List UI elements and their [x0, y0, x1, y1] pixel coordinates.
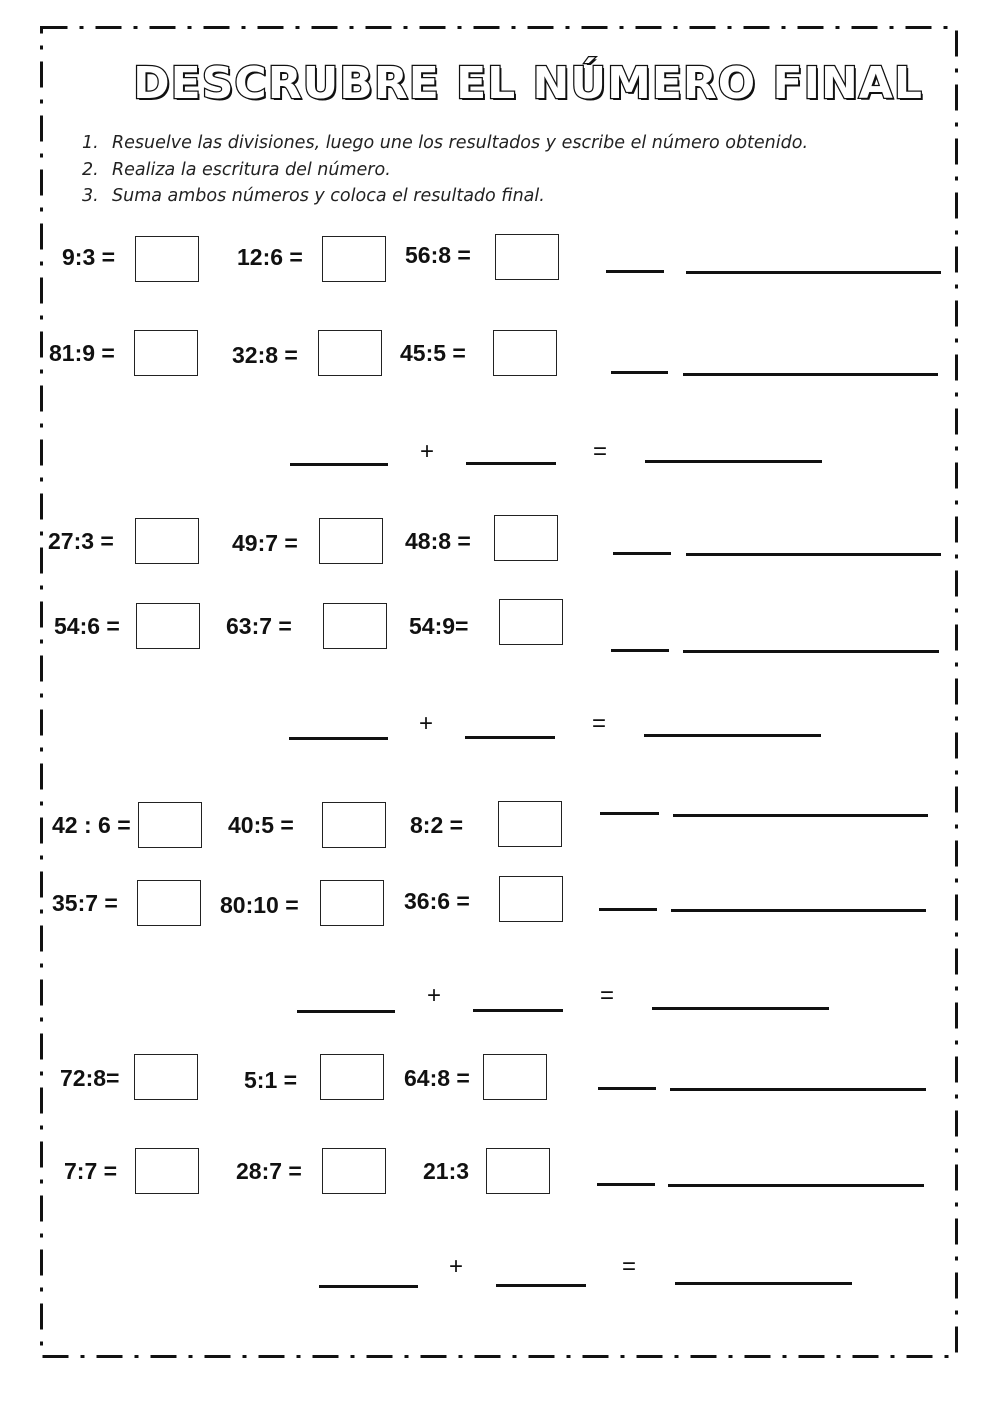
answer-box[interactable]	[483, 1054, 547, 1100]
division-expression: 80:10 =	[220, 892, 299, 918]
answer-box[interactable]	[319, 518, 383, 564]
answer-box[interactable]	[494, 515, 558, 561]
division-expression: 32:8 =	[232, 342, 298, 368]
answer-box[interactable]	[322, 802, 386, 848]
sum-addend-blank[interactable]	[297, 1010, 395, 1013]
division-expression: 40:5 =	[228, 812, 294, 838]
answer-box[interactable]	[499, 599, 563, 645]
division-expression: 12:6 =	[237, 244, 303, 270]
division-expression: 42 : 6 =	[52, 812, 131, 838]
division-expression: 45:5 =	[400, 340, 466, 366]
instruction-item: 1. Resuelve las divisiones, luego une los resultados y escribe el número obtenido.	[82, 133, 809, 153]
sum-result-blank[interactable]	[644, 734, 821, 737]
answer-box[interactable]	[135, 1148, 199, 1194]
division-expression: 49:7 =	[232, 530, 298, 556]
plus-sign: +	[427, 982, 442, 1009]
division-expression: 63:7 =	[226, 613, 292, 639]
sum-addend-blank[interactable]	[465, 736, 555, 739]
answer-box[interactable]	[323, 603, 387, 649]
answer-box[interactable]	[135, 236, 199, 282]
number-words-blank[interactable]	[671, 909, 926, 912]
number-words-blank[interactable]	[683, 650, 939, 653]
number-blank[interactable]	[598, 1087, 656, 1090]
equals-sign: =	[622, 1253, 637, 1280]
answer-box[interactable]	[320, 1054, 384, 1100]
division-expression: 36:6 =	[404, 888, 470, 914]
answer-box[interactable]	[322, 236, 386, 282]
division-expression: 28:7 =	[236, 1158, 302, 1184]
number-blank[interactable]	[599, 908, 657, 911]
answer-box[interactable]	[318, 330, 382, 376]
sum-addend-blank[interactable]	[319, 1285, 418, 1288]
division-expression: 81:9 =	[49, 340, 115, 366]
answer-box[interactable]	[498, 801, 562, 847]
number-words-blank[interactable]	[670, 1088, 926, 1091]
division-expression: 35:7 =	[52, 890, 118, 916]
sum-addend-blank[interactable]	[496, 1284, 586, 1287]
division-expression: 27:3 =	[48, 528, 114, 554]
sum-addend-blank[interactable]	[289, 737, 388, 740]
answer-box[interactable]	[138, 802, 202, 848]
sum-result-blank[interactable]	[645, 460, 822, 463]
answer-box[interactable]	[137, 880, 201, 926]
equals-sign: =	[592, 710, 607, 737]
plus-sign: +	[419, 710, 434, 737]
number-blank[interactable]	[611, 649, 669, 652]
worksheet-title: DESCRUBRE EL NÚMERO FINAL	[133, 58, 923, 109]
equals-sign: =	[593, 438, 608, 465]
division-expression: 64:8 =	[404, 1065, 470, 1091]
number-words-blank[interactable]	[668, 1184, 924, 1187]
number-words-blank[interactable]	[686, 553, 941, 556]
answer-box[interactable]	[134, 330, 198, 376]
instruction-item: 3. Suma ambos números y coloca el resultado final.	[82, 186, 545, 206]
answer-box[interactable]	[322, 1148, 386, 1194]
sum-addend-blank[interactable]	[473, 1009, 563, 1012]
number-blank[interactable]	[606, 270, 664, 273]
plus-sign: +	[420, 438, 435, 465]
sum-addend-blank[interactable]	[466, 462, 556, 465]
instruction-item: 2. Realiza la escritura del número.	[82, 159, 391, 180]
instructions-list	[82, 130, 808, 210]
plus-sign: +	[449, 1253, 464, 1280]
division-expression: 48:8 =	[405, 528, 471, 554]
answer-box[interactable]	[135, 518, 199, 564]
answer-box[interactable]	[493, 330, 557, 376]
division-expression: 8:2 =	[410, 812, 464, 838]
division-expression: 7:7 =	[64, 1158, 118, 1184]
division-expression: 54:6 =	[54, 613, 120, 639]
division-expression: 21:3	[423, 1158, 470, 1184]
division-expression: 56:8 =	[405, 242, 471, 268]
number-blank[interactable]	[600, 812, 659, 815]
number-words-blank[interactable]	[673, 814, 928, 817]
answer-box[interactable]	[320, 880, 384, 926]
answer-box[interactable]	[486, 1148, 550, 1194]
answer-box[interactable]	[495, 234, 559, 280]
number-words-blank[interactable]	[686, 271, 941, 274]
equals-sign: =	[600, 982, 615, 1009]
number-blank[interactable]	[611, 371, 668, 374]
division-expression: 9:3 =	[62, 244, 116, 270]
answer-box[interactable]	[134, 1054, 198, 1100]
division-expression: 72:8=	[60, 1065, 120, 1091]
division-expression: 5:1 =	[244, 1067, 298, 1093]
number-blank[interactable]	[613, 552, 671, 555]
sum-addend-blank[interactable]	[290, 463, 388, 466]
answer-box[interactable]	[136, 603, 200, 649]
number-blank[interactable]	[597, 1183, 655, 1186]
sum-result-blank[interactable]	[652, 1007, 829, 1010]
answer-box[interactable]	[499, 876, 563, 922]
number-words-blank[interactable]	[683, 373, 938, 376]
sum-result-blank[interactable]	[675, 1282, 852, 1285]
division-expression: 54:9=	[409, 613, 469, 639]
